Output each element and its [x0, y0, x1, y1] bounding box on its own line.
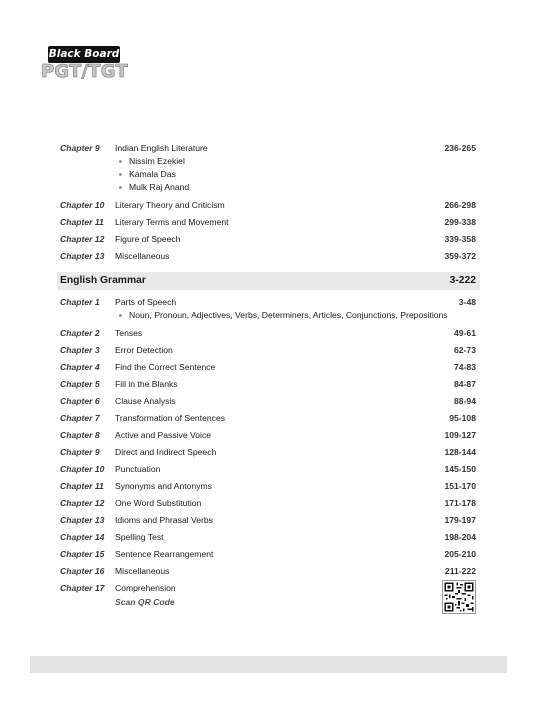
chapter-number: Chapter 6 — [60, 396, 100, 406]
chapter-number: Chapter 4 — [60, 362, 100, 372]
chapter-title: Indian English Literature — [115, 143, 208, 153]
page-range: 62-73 — [454, 345, 476, 355]
page-range: 3-48 — [458, 297, 476, 307]
chapter-number: Chapter 8 — [60, 430, 100, 440]
page-range: 145-150 — [444, 464, 476, 474]
page-range: 266-298 — [444, 200, 476, 210]
chapter-number: Chapter 16 — [60, 566, 105, 576]
chapter-number: Chapter 17 — [60, 583, 105, 593]
chapter-title: Spelling Test — [115, 532, 164, 542]
chapter-number: Chapter 11 — [60, 481, 104, 491]
section-pages: 3-222 — [449, 275, 476, 286]
toc-grammar-list — [57, 294, 480, 580]
toc-entry[interactable] — [57, 410, 480, 427]
toc-entry[interactable] — [57, 359, 480, 376]
toc-entry[interactable] — [57, 478, 480, 495]
publisher-logo — [41, 46, 127, 86]
chapter-number: Chapter 15 — [60, 549, 105, 559]
toc-top-list — [57, 140, 480, 265]
toc-entry[interactable] — [57, 214, 480, 231]
subtopic-item: Nissim Ezekiel — [117, 155, 480, 168]
scan-qr-label: Scan QR Code — [115, 597, 175, 607]
logo-badge: Black Board — [48, 46, 120, 63]
toc-entry[interactable] — [57, 512, 480, 529]
toc-entry[interactable] — [57, 197, 480, 214]
page-range: 205-210 — [444, 549, 476, 559]
chapter-number: Chapter 10 — [60, 464, 105, 474]
page-range: 95-108 — [449, 413, 476, 423]
toc-entry[interactable] — [57, 294, 480, 325]
page-range: 49-61 — [454, 328, 476, 338]
chapter-number: Chapter 13 — [60, 515, 105, 525]
toc-entry[interactable] — [57, 563, 480, 580]
chapter-title: Comprehension — [115, 583, 176, 593]
page-range: 109-127 — [444, 430, 476, 440]
chapter-title: Literary Terms and Movement — [115, 217, 229, 227]
page-range: 211-222 — [444, 566, 476, 576]
page-range: 198-204 — [444, 532, 476, 542]
page-range: 339-358 — [444, 234, 476, 244]
page-range: 359-372 — [444, 251, 476, 261]
toc-entry[interactable] — [57, 231, 480, 248]
chapter-title: Active and Passive Voice — [115, 430, 212, 440]
footer-bar — [30, 656, 507, 673]
logo-title: PGT/TGT — [41, 61, 128, 82]
qr-code-icon[interactable] — [442, 580, 476, 614]
subtopic-item: Mulk Raj Anand — [117, 181, 480, 194]
chapter-number: Chapter 11 — [60, 217, 104, 227]
toc-entry[interactable] — [57, 495, 480, 512]
chapter-number: Chapter 3 — [60, 345, 100, 355]
chapter-title: Synonyms and Antonyms — [115, 481, 212, 491]
toc-entry[interactable] — [57, 444, 480, 461]
chapter-title: Punctuation — [115, 464, 161, 474]
chapter-title: Idioms and Phrasal Verbs — [115, 515, 213, 525]
subtopic-item: Kamala Das — [117, 168, 480, 181]
subtopic-item: Noun, Pronoun, Adjectives, Verbs, Determiners, Articles, Conjunctions, Prepositions — [117, 309, 480, 322]
page-range: 151-170 — [444, 481, 476, 491]
page-range: 84-87 — [454, 379, 476, 389]
chapter-number: Chapter 7 — [60, 413, 100, 423]
chapter-title: Fill in the Blanks — [115, 379, 178, 389]
page-range: 88-94 — [454, 396, 476, 406]
chapter-title: Figure of Speech — [115, 234, 181, 244]
chapter-number: Chapter 12 — [60, 498, 105, 508]
section-header-english-grammar[interactable] — [57, 272, 480, 290]
chapter-number: Chapter 1 — [60, 297, 100, 307]
chapter-title: Tenses — [115, 328, 143, 338]
toc-entry[interactable] — [57, 140, 480, 197]
chapter-title: Parts of Speech — [115, 297, 177, 307]
toc-entry[interactable] — [57, 427, 480, 444]
toc-entry[interactable] — [57, 529, 480, 546]
chapter-title: Find the Correct Sentence — [115, 362, 216, 372]
chapter-title: Sentence Rearrangement — [115, 549, 214, 559]
page-range: 179-197 — [444, 515, 476, 525]
chapter-title: Literary Theory and Criticism — [115, 200, 225, 210]
toc-entry[interactable] — [57, 393, 480, 410]
chapter-number: Chapter 9 — [60, 447, 100, 457]
toc-entry[interactable] — [57, 342, 480, 359]
toc-entry[interactable] — [57, 248, 480, 265]
chapter-title: Miscellaneous — [115, 566, 170, 576]
chapter-title: Miscellaneous — [115, 251, 170, 261]
toc-entry[interactable] — [57, 546, 480, 563]
toc-entry[interactable] — [57, 325, 480, 342]
page-range: 74-83 — [454, 362, 476, 372]
chapter-number: Chapter 12 — [60, 234, 105, 244]
chapter-title: Transformation of Sentences — [115, 413, 226, 423]
page-range: 171-178 — [444, 498, 476, 508]
toc-entry[interactable] — [57, 461, 480, 478]
section-title: English Grammar — [60, 275, 146, 286]
chapter-number: Chapter 13 — [60, 251, 105, 261]
chapter-title: Clause Analysis — [115, 396, 176, 406]
chapter-number: Chapter 2 — [60, 328, 100, 338]
page-range: 299-338 — [444, 217, 476, 227]
toc-entry[interactable] — [57, 376, 480, 393]
page-range: 128-144 — [444, 447, 476, 457]
chapter-number: Chapter 14 — [60, 532, 105, 542]
chapter-number: Chapter 9 — [60, 143, 100, 153]
chapter-title-block — [115, 582, 415, 609]
page-range: 236-265 — [444, 143, 476, 153]
chapter-number: Chapter 10 — [60, 200, 105, 210]
chapter-title: One Word Substitution — [115, 498, 202, 508]
table-of-contents — [57, 140, 480, 620]
chapter-title: Direct and Indirect Speech — [115, 447, 217, 457]
chapter-number: Chapter 5 — [60, 379, 100, 389]
toc-entry-comprehension[interactable] — [57, 580, 480, 620]
chapter-title: Error Detection — [115, 345, 173, 355]
